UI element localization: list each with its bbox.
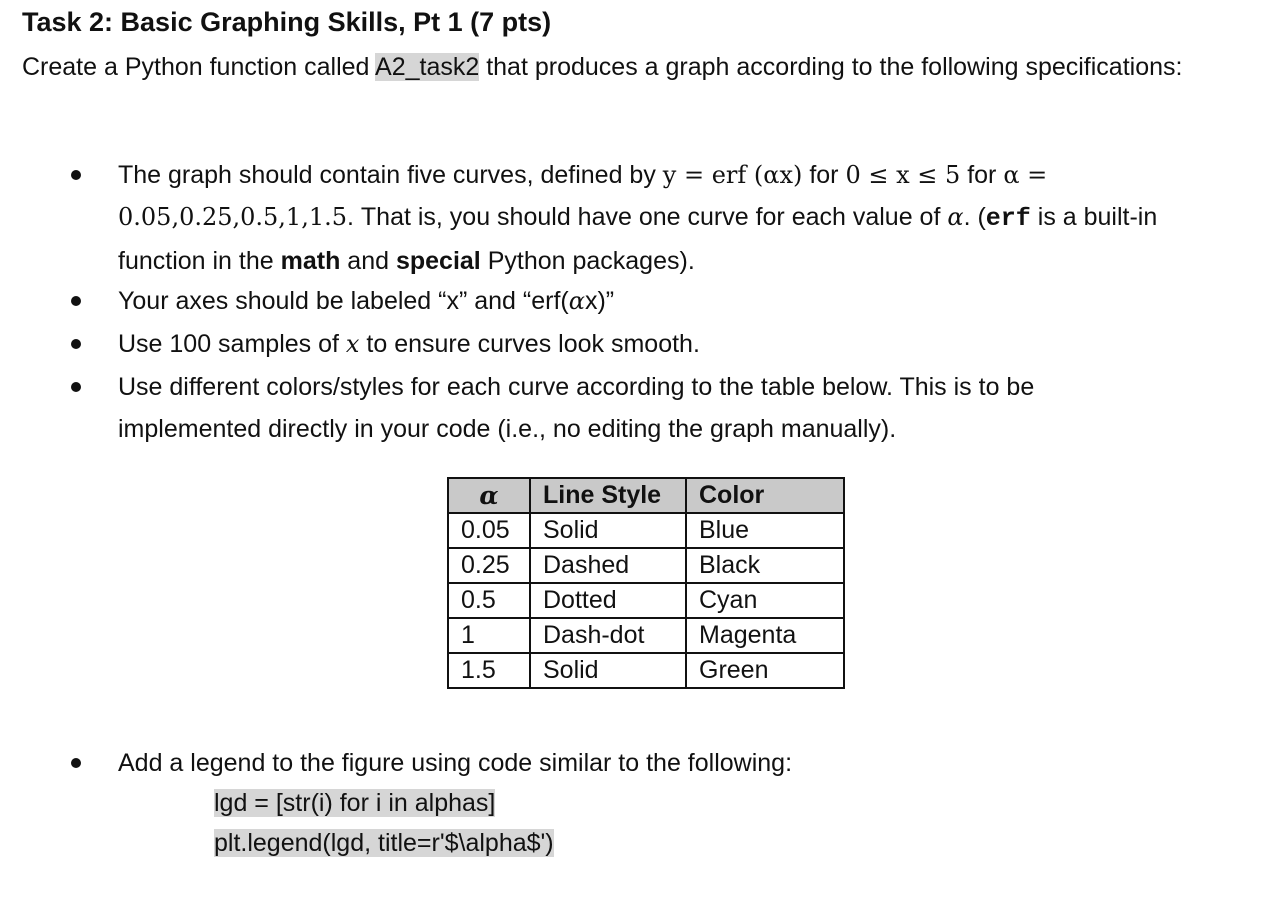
table-cell-color: Black bbox=[686, 548, 844, 583]
bullet-dot-icon bbox=[71, 170, 81, 180]
bullet-text: Use different colors/styles for each curve according to the table below. This is to be implemented directly in your code (i.e., no editing the graph manually). bbox=[118, 373, 1035, 443]
bullet-text-part: The graph should contain five curves, defined by bbox=[118, 161, 663, 189]
table-cell-line-style: Dashed bbox=[530, 548, 686, 583]
task-title: Task 2: Basic Graphing Skills, Pt 1 (7 pts) bbox=[22, 7, 552, 37]
table-cell-line-style: Solid bbox=[530, 653, 686, 688]
table-cell-color: Magenta bbox=[686, 618, 844, 653]
table-row bbox=[448, 618, 844, 653]
bullet-text bbox=[118, 323, 1228, 365]
math-symbol: α bbox=[568, 287, 585, 315]
bullet-dot-icon bbox=[71, 339, 81, 349]
table-row bbox=[448, 653, 844, 688]
code-line bbox=[214, 783, 554, 823]
intro-text-after: that produces a graph according to the following specifications: bbox=[479, 53, 1183, 81]
table-cell-line-style: Solid bbox=[530, 513, 686, 548]
bullet-dot-icon bbox=[71, 296, 81, 306]
table-row bbox=[448, 583, 844, 618]
table-header-alpha: α bbox=[448, 478, 530, 513]
bullet-text-part: for bbox=[802, 161, 846, 189]
bullet-text-part: . That is, you should have one curve for each value of bbox=[347, 203, 948, 231]
table-cell-line-style: Dotted bbox=[530, 583, 686, 618]
bullet-dot-icon bbox=[71, 758, 81, 768]
bullet-text-part: Use 100 samples of bbox=[118, 330, 346, 358]
bullet-text-part: . ( bbox=[963, 203, 986, 231]
table-cell-color: Cyan bbox=[686, 583, 844, 618]
package-name-special: special bbox=[395, 247, 481, 275]
code-line bbox=[214, 823, 554, 863]
math-symbol: α bbox=[947, 203, 964, 231]
style-table bbox=[447, 477, 845, 689]
bullet-text-part: to ensure curves look smooth. bbox=[359, 330, 700, 358]
intro-text-before: Create a Python function called bbox=[22, 53, 376, 81]
table-cell-color: Green bbox=[686, 653, 844, 688]
table-header-line-style: Line Style bbox=[530, 478, 686, 513]
bullet-text bbox=[118, 154, 1228, 282]
table-header-row bbox=[448, 478, 844, 513]
math-symbol: x bbox=[345, 330, 360, 358]
table-cell-alpha: 1 bbox=[448, 618, 530, 653]
function-name-highlight: A2_task2 bbox=[375, 53, 480, 81]
bullet-text-part: Python packages). bbox=[480, 247, 695, 275]
legend-code-block bbox=[214, 783, 554, 863]
table-cell-alpha: 0.05 bbox=[448, 513, 530, 548]
code-line-text: plt.legend(lgd, title=r'$\alpha$') bbox=[214, 829, 554, 857]
bullet-text-part: for bbox=[960, 161, 1004, 189]
table-row bbox=[448, 513, 844, 548]
intro-paragraph bbox=[22, 47, 1222, 87]
table-cell-alpha: 0.5 bbox=[448, 583, 530, 618]
bullet-text-part: is a built-in function in the bbox=[118, 203, 1158, 275]
math-expression: y = erf (αx) bbox=[662, 161, 803, 189]
table-header-color: Color bbox=[686, 478, 844, 513]
bullet-text-part: x)” bbox=[584, 287, 615, 315]
package-name-math: math bbox=[280, 247, 341, 275]
bullet-text-part: Your axes should be labeled “x” and “erf( bbox=[118, 287, 569, 315]
bullet-text bbox=[118, 280, 1228, 322]
code-line-text: lgd = [str(i) for i in alphas] bbox=[214, 789, 496, 817]
table-cell-alpha: 1.5 bbox=[448, 653, 530, 688]
math-expression: 0 ≤ x ≤ 5 bbox=[845, 161, 961, 189]
inline-code: erf bbox=[985, 204, 1031, 233]
table-cell-alpha: 0.25 bbox=[448, 548, 530, 583]
bullet-text: Add a legend to the figure using code similar to the following: bbox=[118, 749, 793, 777]
table-cell-line-style: Dash-dot bbox=[530, 618, 686, 653]
table-cell-color: Blue bbox=[686, 513, 844, 548]
bullet-text-part: and bbox=[340, 247, 396, 275]
bullet-dot-icon bbox=[71, 382, 81, 392]
math-expression: α = 0.05,0.25,0.5,1,1.5 bbox=[118, 161, 1048, 231]
table-row bbox=[448, 548, 844, 583]
